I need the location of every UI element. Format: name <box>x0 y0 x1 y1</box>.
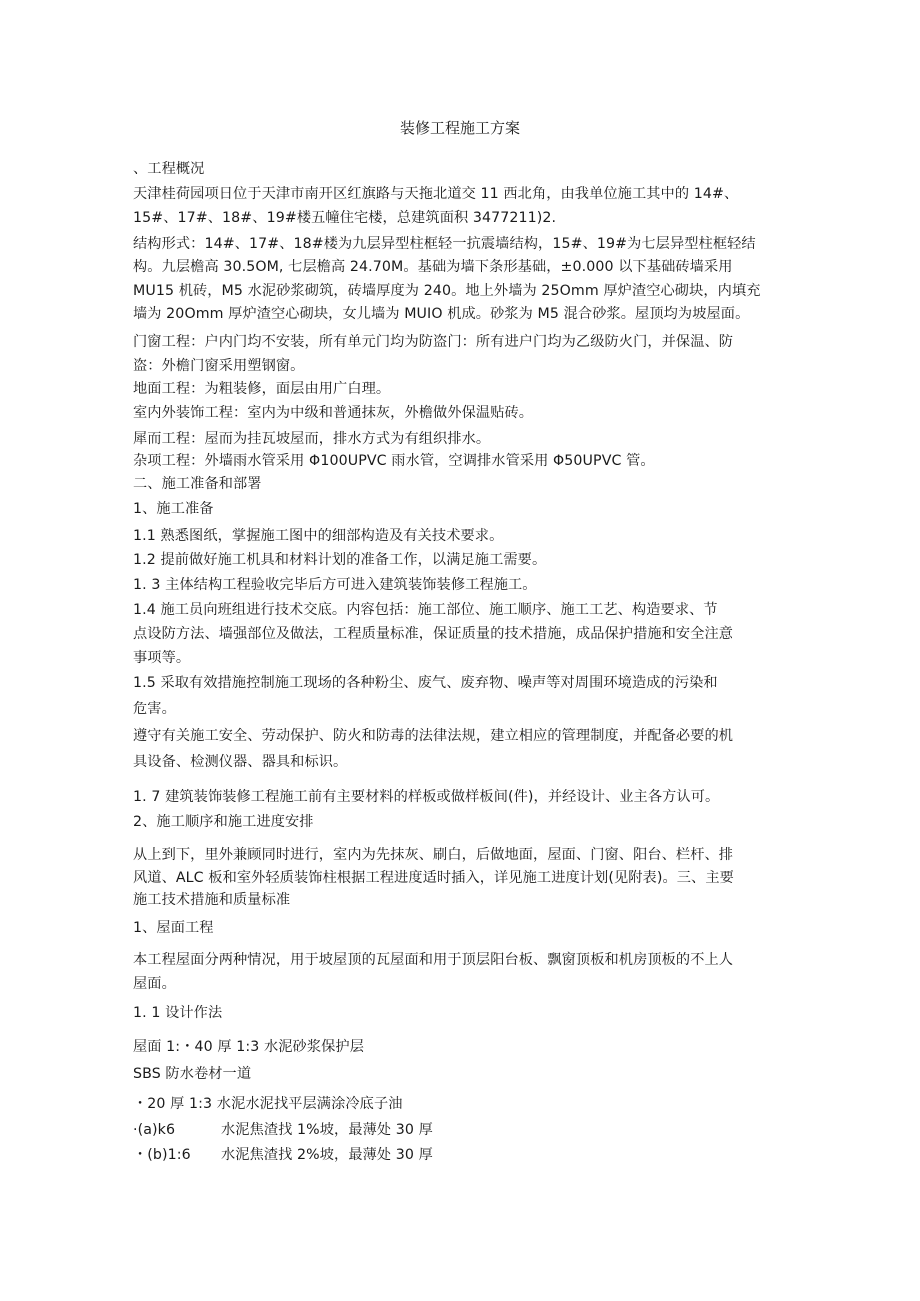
list-item: 1.4 施工员向班组进行技术交底。内容包括：施工部位、施工顺序、施工工艺、构造要求、节 <box>133 602 718 618</box>
spec-code: ·(a)k6 <box>133 1122 176 1138</box>
paragraph-line: 屋面 1:・40 厚 1:3 水泥砂浆保护层 <box>133 1039 364 1055</box>
paragraph-line: 室内外装饰工程：室内为中级和普通抹灰，外檐做外保温贴砖。 <box>133 405 534 421</box>
list-item: 1. 1 设计作法 <box>133 1005 223 1021</box>
paragraph-line: 风道、ALC 板和室外轻质装饰柱根据工程进度适时插入，详见施工进度计划(见附表)。三、主要 <box>133 870 734 886</box>
paragraph-line: 结构形式：14#、17#、18#楼为九层异型柱框轻一抗震墙结构，15#、19#为七层异型柱框轻结 <box>133 236 756 252</box>
paragraph-line: 事项等。 <box>133 650 191 666</box>
paragraph-line: 本工程屋面分两种情况，用于坡屋顶的瓦屋面和用于顶层阳台板、飘窗顶板和机房顶板的不上人 <box>133 952 734 968</box>
paragraph-line: 点设防方法、墙强部位及做法，工程质量标准，保证质量的技术措施，成品保护措施和安全注意 <box>133 626 734 642</box>
heading-overview: 、工程概况 <box>133 161 205 177</box>
paragraph-line: 危害。 <box>133 701 176 717</box>
paragraph-line: 杂项工程：外墙雨水管采用 Φ100UPVC 雨水管，空调排水管采用 Φ50UPVC 管。 <box>133 453 655 469</box>
paragraph-line: 15#、17#、18#、19#楼五幢住宅楼，总建筑面积 3477211)2. <box>133 210 557 226</box>
list-item: 1. 3 主体结构工程验收完毕后方可进入建筑装饰装修工程施工。 <box>133 577 537 593</box>
list-item: 1.1 熟悉图纸，掌握施工图中的细部构造及有关技术要求。 <box>133 528 504 544</box>
paragraph-line: 具设备、检测仪器、器具和标识。 <box>133 754 348 770</box>
spec-text: 水泥焦渣找 2%坡，最薄处 30 厚 <box>221 1147 433 1163</box>
paragraph-line: 盗：外檐门窗采用塑钢窗。 <box>133 358 305 374</box>
spec-code: ・(b)1:6 <box>133 1147 191 1163</box>
paragraph-line: 门窗工程：户内门均不安装，所有单元门均为防盗门：所有进户门均为乙级防火门，并保温、防 <box>133 334 734 350</box>
paragraph-line: 从上到下，里外兼顾同时进行，室内为先抹灰、刷白，后做地面，屋面、门窗、阳台、栏杆、排 <box>133 847 734 863</box>
spec-row <box>133 1119 793 1141</box>
paragraph-line: MU15 机砖，M5 水泥砂浆砌筑，砖墙厚度为 240。地上外墙为 25Omm 厚炉渣空心砌块，内填充 <box>133 283 761 299</box>
paragraph-line: 遵守有关施工安全、劳动保护、防火和防毒的法律法规，建立相应的管理制度，并配备必要的机 <box>133 728 734 744</box>
paragraph-line: SBS 防水卷材一道 <box>133 1066 252 1082</box>
list-item: 1. 7 建筑装饰装修工程施工前有主要材料的样板或做样板间(件)，并经设计、业主各方认可。 <box>133 789 720 805</box>
heading-subsection: 1、施工准备 <box>133 501 214 517</box>
paragraph-line: 地面工程：为粗装修，面层由用广白理。 <box>133 381 391 397</box>
document-title: 装修工程施工方案 <box>399 119 520 137</box>
heading-section-2: 二、施工准备和部署 <box>133 476 262 492</box>
paragraph-line: 屋面。 <box>133 976 176 992</box>
spec-row <box>133 1144 793 1166</box>
spec-text: 水泥焦渣找 1%坡，最薄处 30 厚 <box>221 1122 433 1138</box>
list-item: 1.5 采取有效措施控制施工现场的各种粉尘、废气、废弃物、噪声等对周围环境造成的污染和 <box>133 675 718 691</box>
paragraph-line: 天津桂荷园项日位于天津市南开区红旗路与天拖北道交 11 西北角，由我单位施工其中的 14#、 <box>133 186 739 202</box>
paragraph-line: 构。九层檐高 30.5OM, 七层檐高 24.70M。基础为墙下条形基础，±0.000 以下基础砖墙采用 <box>133 259 733 275</box>
paragraph-line: 犀而工程：屋而为挂瓦坡屋而，排水方式为有组织排水。 <box>133 431 491 447</box>
list-item: 1.2 提前做好施工机具和材料计划的准备工作，以满足施工需要。 <box>133 552 547 568</box>
paragraph-line: ・20 厚 1:3 水泥水泥找平层满涂冷底子油 <box>133 1096 403 1112</box>
paragraph-line: 墙为 20Omm 厚炉渣空心砌块，女儿墙为 MUIO 机成。砂浆为 M5 混合砂浆。屋顶均为坡屋面。 <box>133 306 750 322</box>
heading-subsection: 1、屋面工程 <box>133 920 214 936</box>
paragraph-line: 施工技术措施和质量标准 <box>133 892 291 908</box>
heading-subsection: 2、施工顺序和施工进度安排 <box>133 814 314 830</box>
